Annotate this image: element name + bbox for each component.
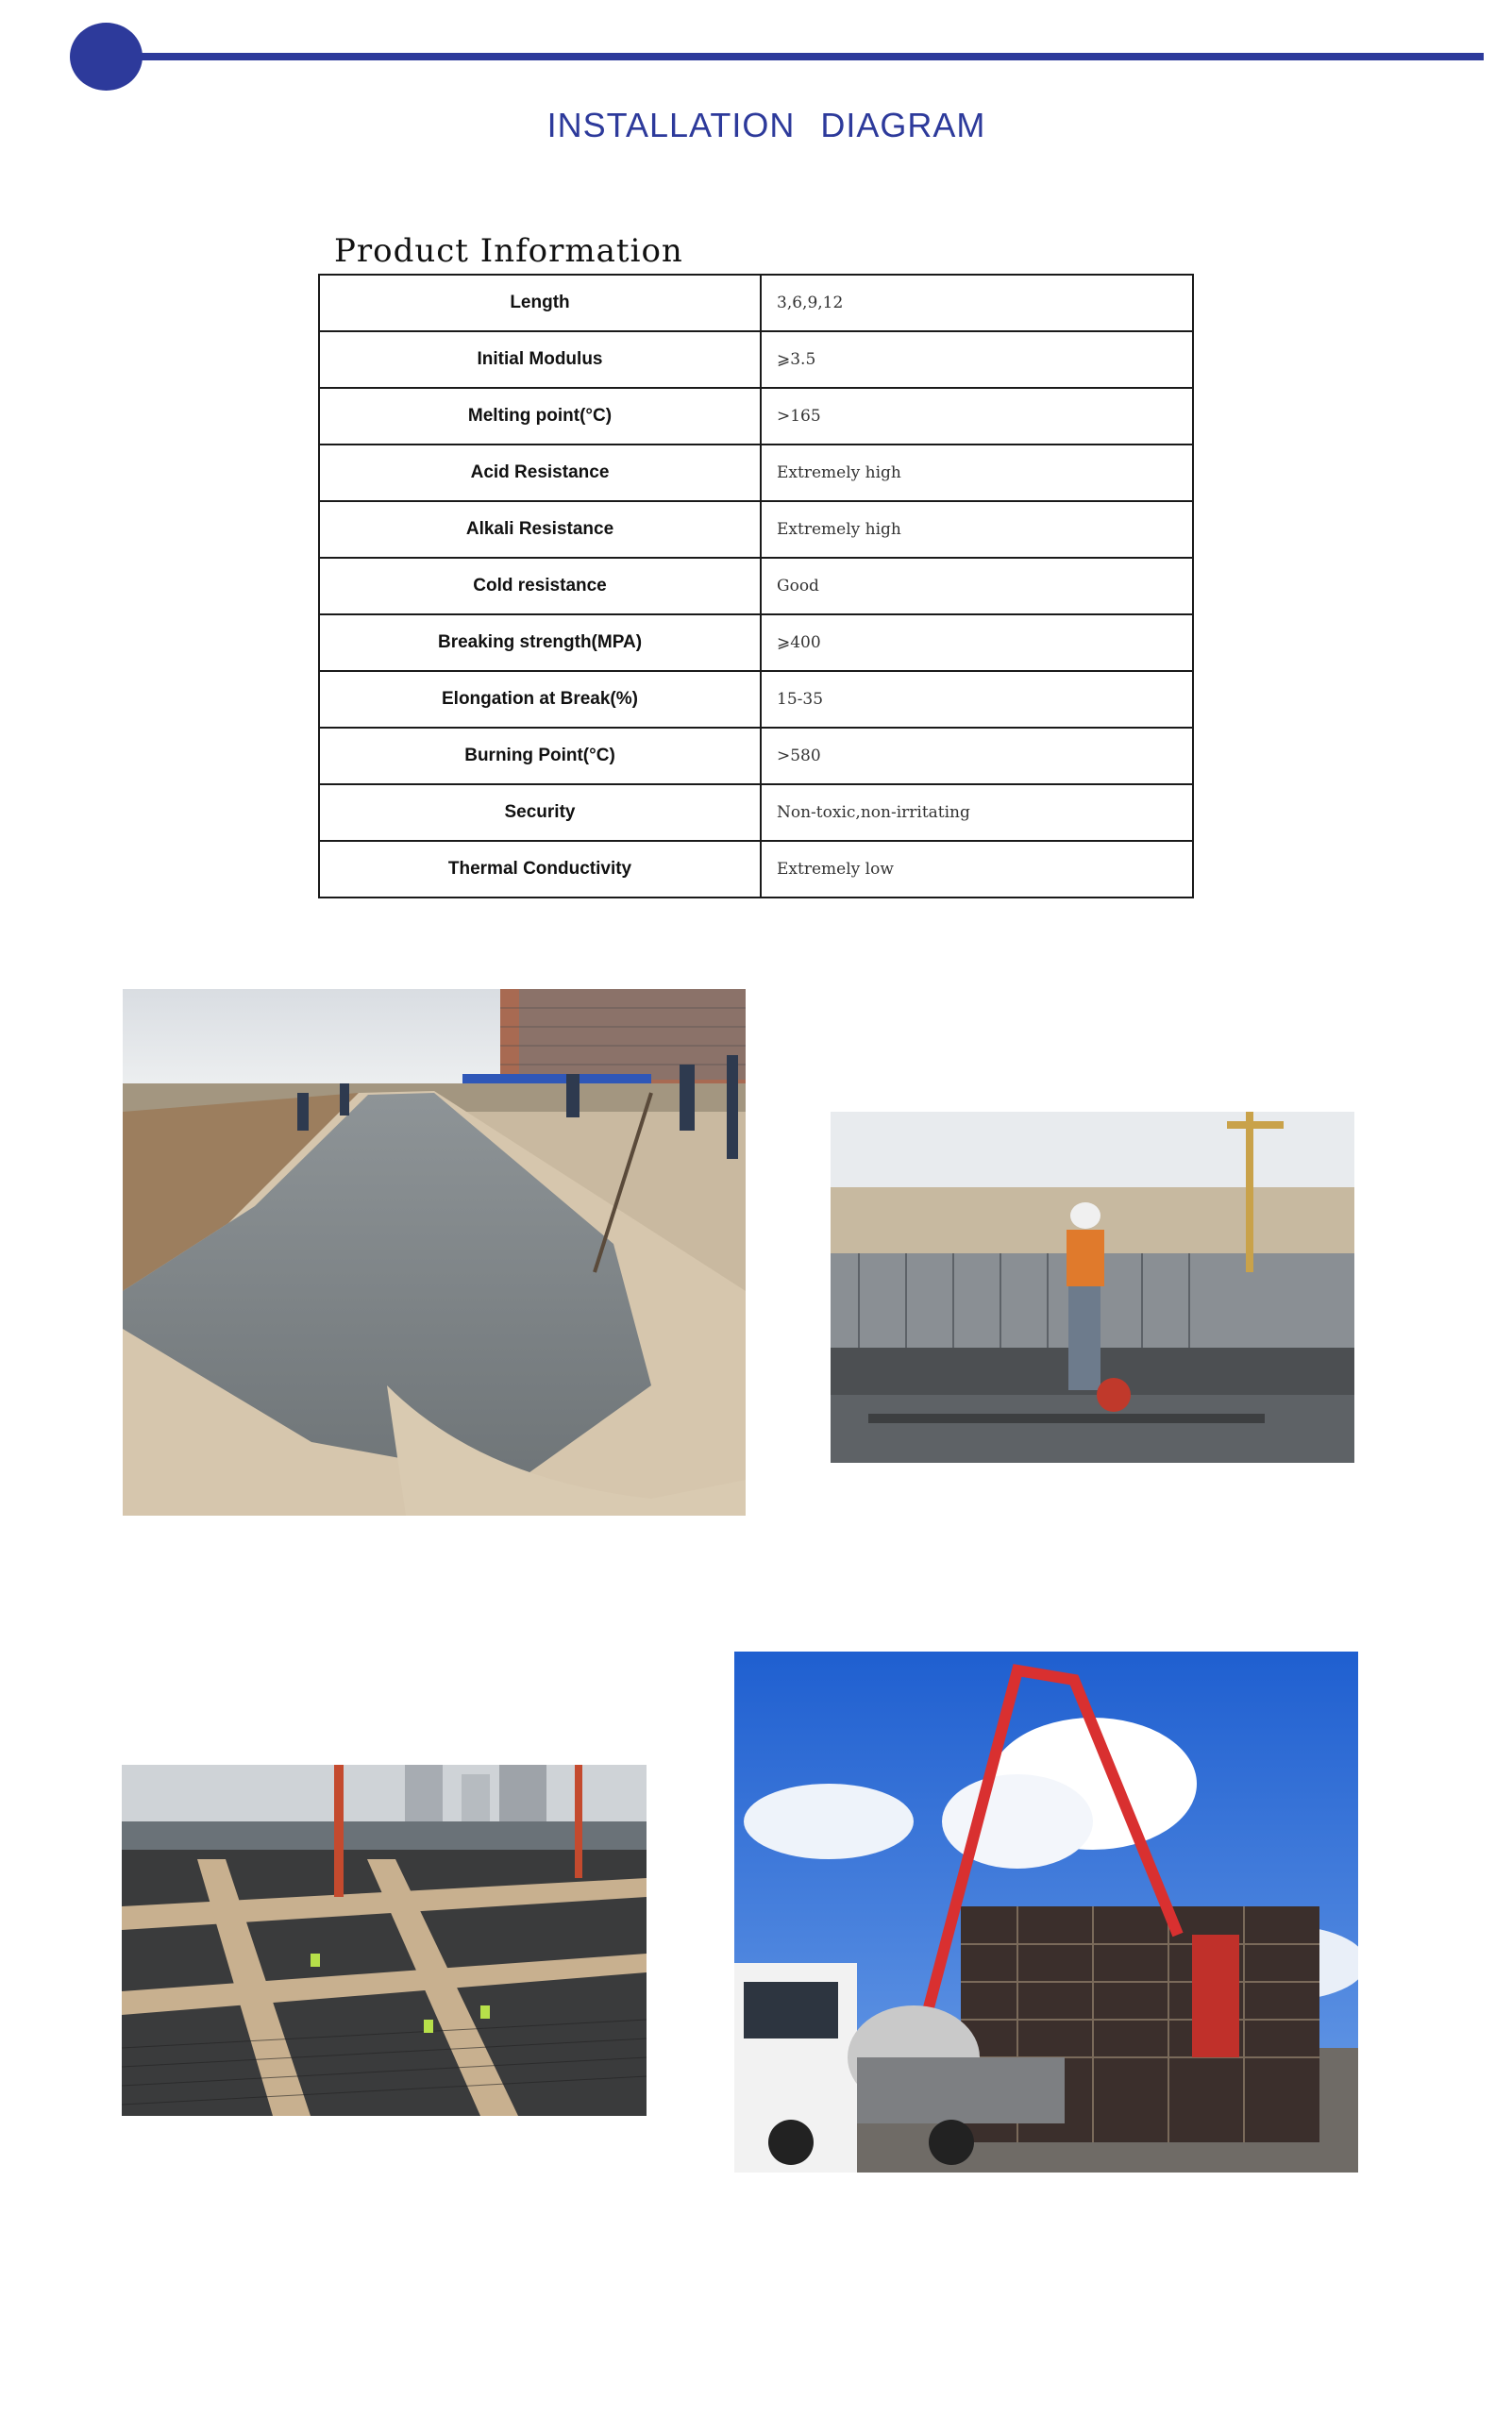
- row-value: Non-toxic,non-irritating: [761, 784, 1193, 841]
- row-value: ⩾3.5: [761, 331, 1193, 388]
- row-label: Melting point(°C): [319, 388, 761, 445]
- table-row: [319, 614, 1193, 671]
- row-value: 15-35: [761, 671, 1193, 728]
- row-value: Good: [761, 558, 1193, 614]
- row-value: Extremely high: [761, 445, 1193, 501]
- table-row: [319, 388, 1193, 445]
- product-info-table: [318, 274, 1194, 898]
- table-row: [319, 275, 1193, 331]
- row-label: Burning Point(°C): [319, 728, 761, 784]
- row-label: Cold resistance: [319, 558, 761, 614]
- row-label: Thermal Conductivity: [319, 841, 761, 898]
- table-row: [319, 841, 1193, 898]
- row-label: Alkali Resistance: [319, 501, 761, 558]
- row-label: Initial Modulus: [319, 331, 761, 388]
- row-value: >580: [761, 728, 1193, 784]
- row-label: Length: [319, 275, 761, 331]
- table-row: [319, 728, 1193, 784]
- row-value: >165: [761, 388, 1193, 445]
- row-value: Extremely high: [761, 501, 1193, 558]
- table-row: [319, 445, 1193, 501]
- table-row: [319, 671, 1193, 728]
- table-row: [319, 331, 1193, 388]
- row-label: Elongation at Break(%): [319, 671, 761, 728]
- row-value: Extremely low: [761, 841, 1193, 898]
- photo-worker-power-screed: [831, 1112, 1354, 1463]
- header-line-decoration: [132, 53, 1484, 60]
- row-label: Breaking strength(MPA): [319, 614, 761, 671]
- row-value: 3,6,9,12: [761, 275, 1193, 331]
- table-row: [319, 784, 1193, 841]
- row-value: ⩾400: [761, 614, 1193, 671]
- table-row: [319, 501, 1193, 558]
- row-label: Security: [319, 784, 761, 841]
- table-row: [319, 558, 1193, 614]
- photo-rebar-foundation: [122, 1765, 647, 2116]
- photo-concrete-pump-truck: [734, 1652, 1358, 2173]
- product-info-title: Product Information: [334, 232, 683, 270]
- page-title: INSTALLATION DIAGRAM: [546, 106, 986, 144]
- photo-road-concrete-paving: [123, 989, 746, 1516]
- row-label: Acid Resistance: [319, 445, 761, 501]
